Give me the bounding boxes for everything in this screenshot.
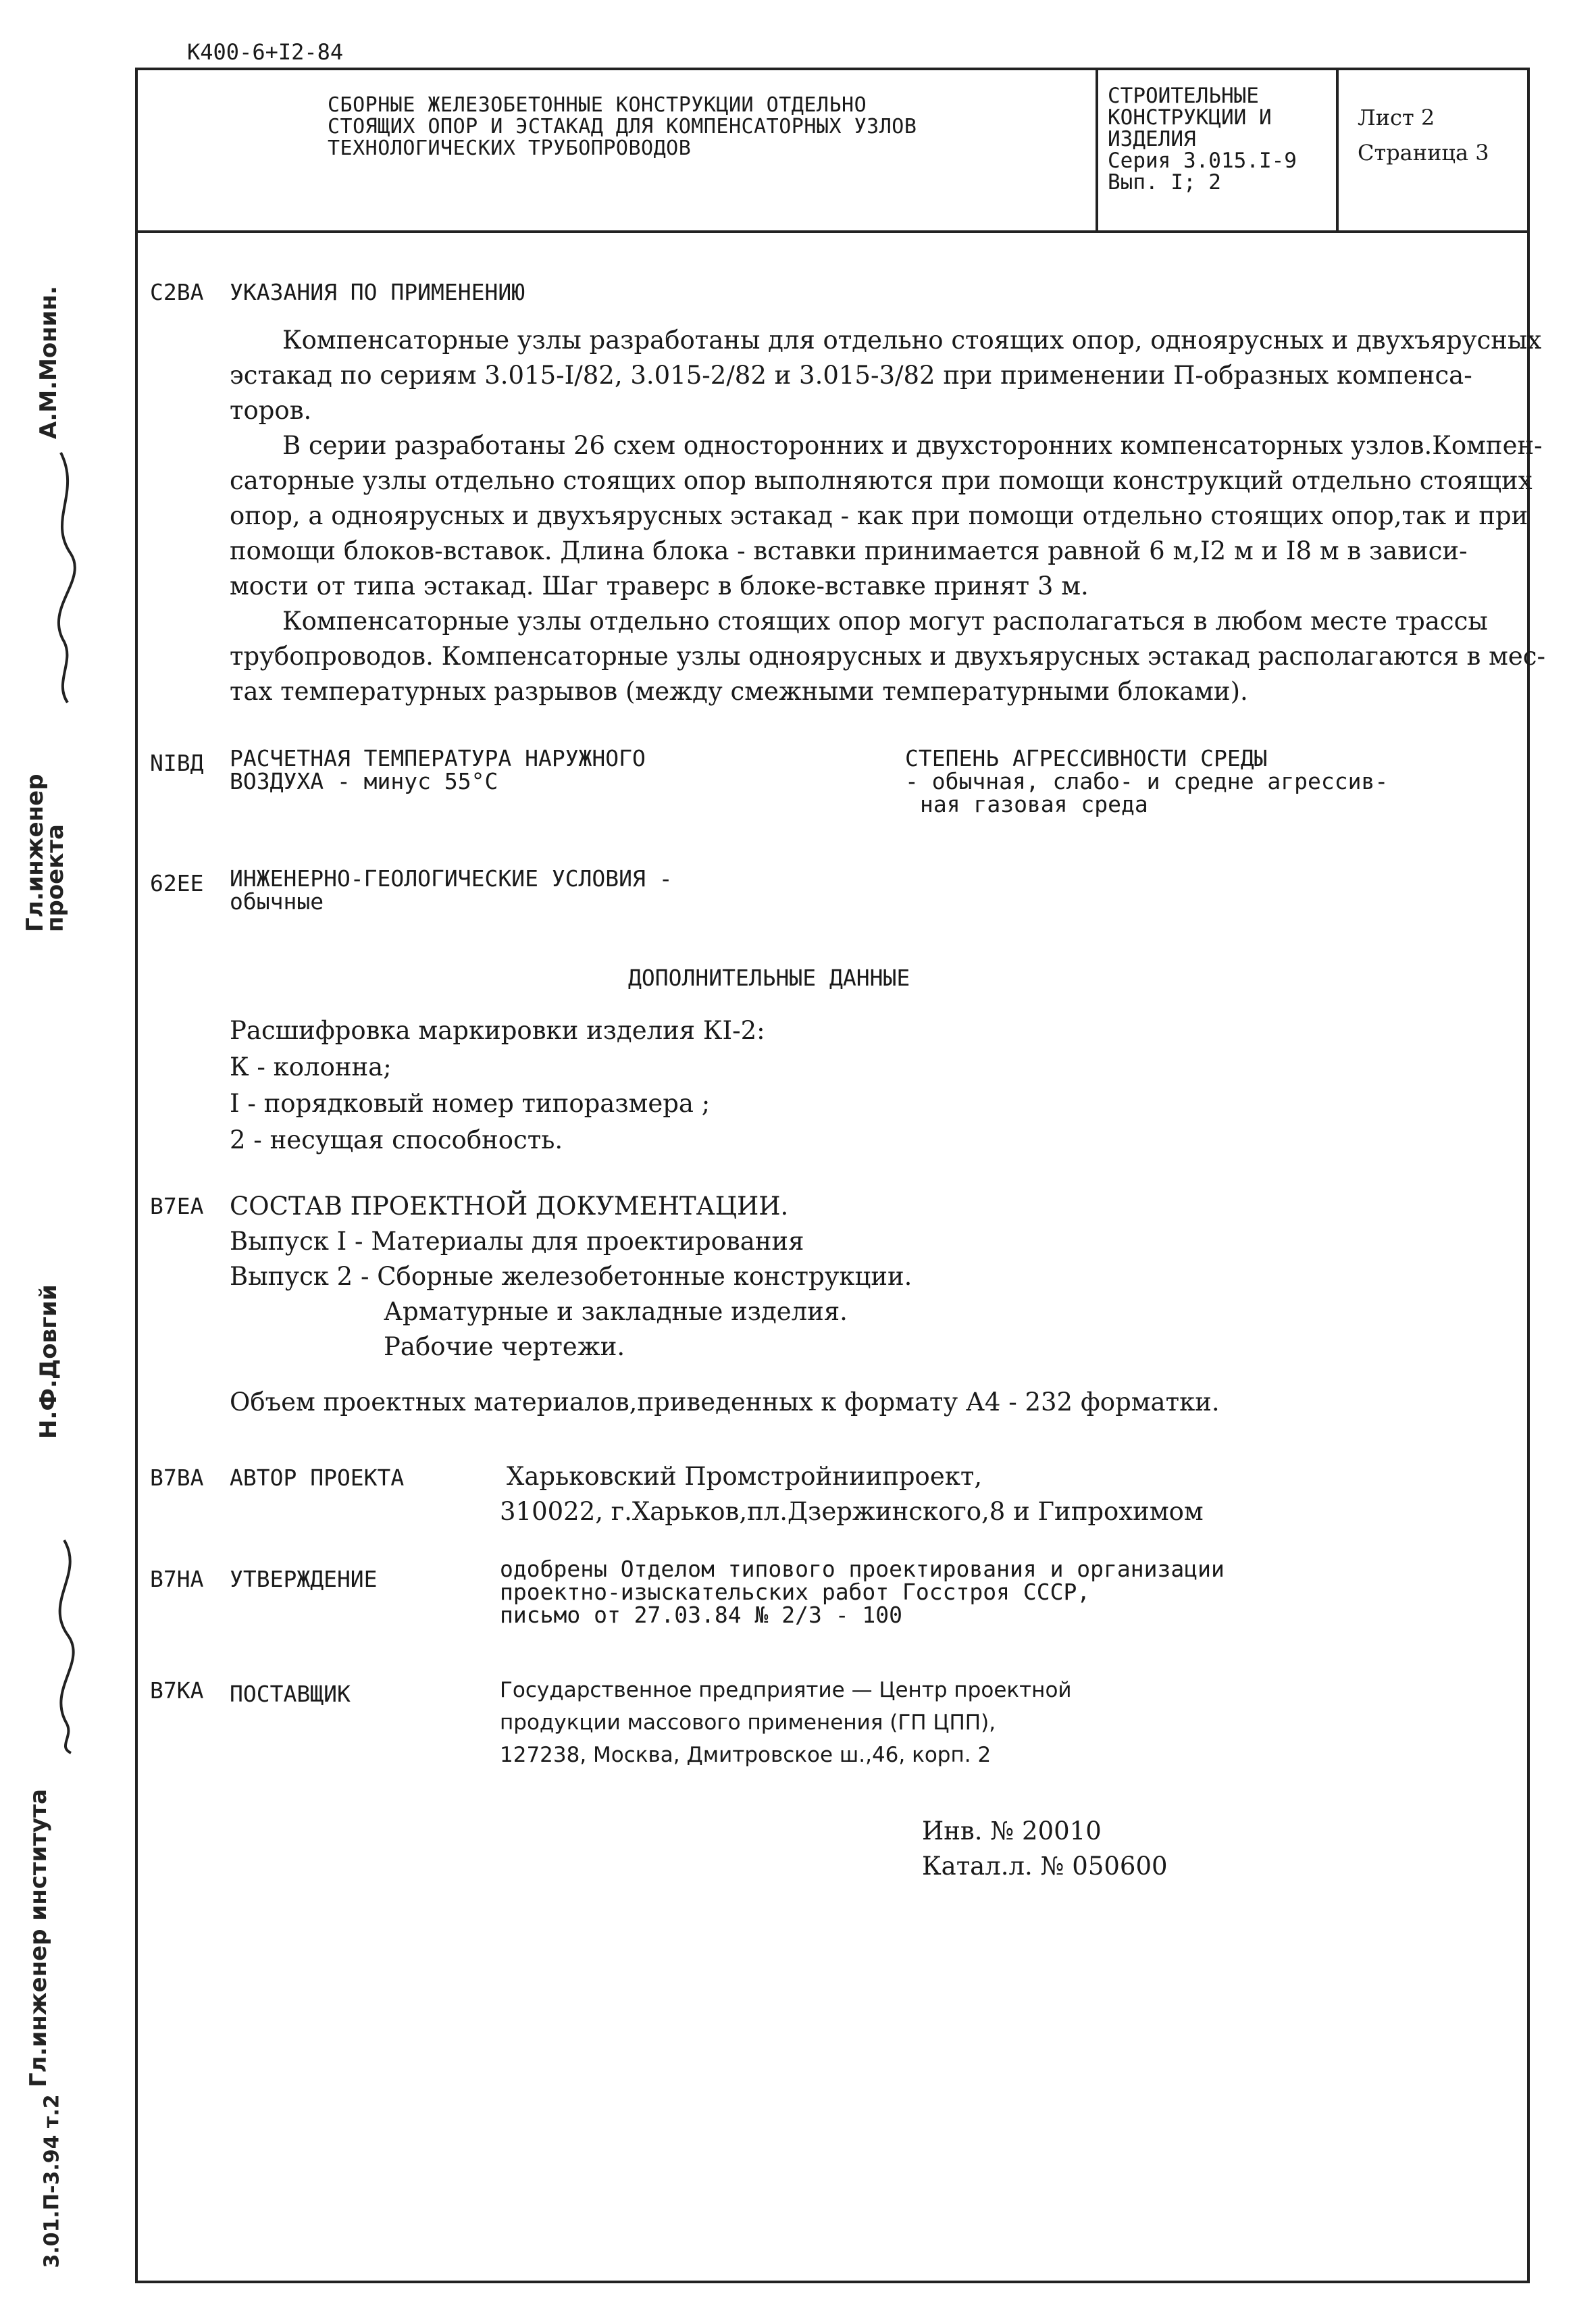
usage-line-1: Компенсаторные узлы разработаны для отдельно стоящих опор, одноярусных и двухъярусных [282, 326, 1542, 355]
page-number: Страница 3 [1358, 140, 1489, 166]
approval-code: В7НА [150, 1566, 204, 1592]
approval-line-1: одобрены Отделом типового проектирования и организации [500, 1556, 1225, 1582]
additional-line-3: I - порядковый номер типоразмера ; [230, 1089, 711, 1118]
composition-heading: СОСТАВ ПРОЕКТНОЙ ДОКУМЕНТАЦИИ. [230, 1192, 789, 1221]
geology-line-1: ИНЖЕНЕРНО-ГЕОЛОГИЧЕСКИЕ УСЛОВИЯ - [230, 865, 673, 892]
composition-code: В7ЕА [150, 1193, 204, 1219]
usage-code: С2ВА [150, 279, 204, 305]
usage-line-11: тах температурных разрывов (между смежными температурными блоками). [230, 677, 1248, 706]
composition-line-3: Арматурные и закладные изделия. [384, 1297, 848, 1326]
approval-line-3: письмо от 27.03.84 № 2/3 - 100 [500, 1602, 903, 1628]
usage-line-6: опор, а одноярусных и двухъярусных эстакад - как при помощи отдельно стоящих опор,так и при [230, 501, 1528, 530]
aggressiveness-line-2: ная газовая среда [920, 791, 1148, 817]
document-reference: 3.01.П-3.94 т.2 [40, 2094, 64, 2268]
header-divider-2 [1336, 68, 1339, 233]
author-line-1: Харьковский Промстройниипроект, [507, 1462, 983, 1491]
signer-name-1: А.М.Монин. [35, 286, 62, 439]
composition-line-2: Выпуск 2 - Сборные железобетонные конструкции. [230, 1262, 912, 1291]
composition-line-1: Выпуск I - Материалы для проектирования [230, 1227, 804, 1256]
inventory-number: Инв. № 20010 [922, 1816, 1102, 1846]
temperature-code: NIВД [150, 750, 204, 776]
approval-label: УТВЕРЖДЕНИЕ [230, 1566, 378, 1592]
temperature-line-2: ВОЗДУХА - минус 55°С [230, 768, 498, 794]
usage-line-7: помощи блоков-вставок. Длина блока - вставки принимается равной 6 м,I2 м и I8 м в зависи- [230, 536, 1468, 565]
header-series: СТРОИТЕЛЬНЫЕ КОНСТРУКЦИИ И ИЗДЕЛИЯ Серия 3.015.I-9 Вып. I; 2 [1108, 84, 1297, 195]
usage-line-10: трубопроводов. Компенсаторные узлы одноярусных и двухъярусных эстакад располагаются в мес- [230, 642, 1545, 671]
additional-line-2: К - колонна; [230, 1052, 392, 1082]
usage-line-2: эстакад по сериям 3.015-I/82, 3.015-2/82 и 3.015-3/82 при применении П-образных компенса- [230, 361, 1472, 390]
additional-line-4: 2 - несущая способность. [230, 1125, 563, 1154]
signature-1 [34, 439, 95, 709]
additional-line-1: Расшифровка маркировки изделия КI-2: [230, 1016, 765, 1045]
signature-2 [34, 1527, 95, 1756]
header-divider-1 [1096, 68, 1098, 233]
aggressiveness-heading: СТЕПЕНЬ АГРЕССИВНОСТИ СРЕДЫ [905, 745, 1268, 771]
sheet-number: Лист 2 [1358, 105, 1435, 130]
usage-heading: УКАЗАНИЯ ПО ПРИМЕНЕНИЮ [230, 279, 525, 305]
supplier-label: ПОСТАВЩИК [230, 1681, 351, 1707]
geology-line-2: обычные [230, 888, 324, 915]
usage-line-8: мости от типа эстакад. Шаг траверс в блоке-вставке принят 3 м. [230, 571, 1089, 601]
composition-line-4: Рабочие чертежи. [384, 1332, 625, 1361]
usage-line-3: торов. [230, 396, 312, 425]
composition-volume: Объем проектных материалов,приведенных к формату А4 - 232 форматки. [230, 1388, 1220, 1417]
signer-role-1: Гл.инженер [22, 773, 49, 932]
aggressiveness-line-1: - обычная, слабо- и средне агрессив- [905, 768, 1389, 794]
signer-role-1b: проекта [42, 824, 69, 932]
author-code: В7ВА [150, 1465, 204, 1491]
header-sheet-info [1358, 100, 1489, 170]
supplier-address: Государственное предприятие — Центр проектной продукции массового применения (ГП ЦПП), 127238, Москва, Дмитровское ш.,46, корп. 2 [500, 1678, 1072, 1767]
usage-line-4: В серии разработаны 26 схем односторонних и двухсторонних компенсаторных узлов.Компен- [282, 431, 1543, 460]
header-title: СБОРНЫЕ ЖЕЛЕЗОБЕТОННЫЕ КОНСТРУКЦИИ ОТДЕЛЬНО СТОЯЩИХ ОПОР И ЭСТАКАД ДЛЯ КОМПЕНСАТОРНЫХ УЗЛОВ ТЕХНОЛОГИЧЕСКИХ ТРУБОПРОВОДОВ [328, 93, 917, 160]
signer-role-2: Гл.инженер института [25, 1789, 52, 2087]
geology-code: 62ЕЕ [150, 870, 204, 896]
author-line-2: 310022, г.Харьков,пл.Дзержинского,8 и Гипрохимом [500, 1497, 1204, 1526]
author-label: АВТОР ПРОЕКТА [230, 1465, 405, 1491]
document-code: К400-6+I2-84 [187, 39, 344, 65]
supplier-code: В7КА [150, 1677, 204, 1704]
temperature-line-1: РАСЧЕТНАЯ ТЕМПЕРАТУРА НАРУЖНОГО [230, 745, 646, 771]
signer-name-2: Н.Ф.Довгий [35, 1284, 62, 1439]
approval-line-2: проектно-изыскательских работ Госстроя СССР, [500, 1579, 1091, 1605]
usage-line-9: Компенсаторные узлы отдельно стоящих опор могут располагаться в любом месте трассы [282, 607, 1488, 636]
additional-heading: ДОПОЛНИТЕЛЬНЫЕ ДАННЫЕ [628, 965, 910, 991]
usage-line-5: саторные узлы отдельно стоящих опор выполняются при помощи конструкций отдельно стоящих [230, 466, 1533, 495]
page-frame [135, 68, 1530, 2283]
catalog-number: Катал.л. № 050600 [922, 1852, 1168, 1881]
